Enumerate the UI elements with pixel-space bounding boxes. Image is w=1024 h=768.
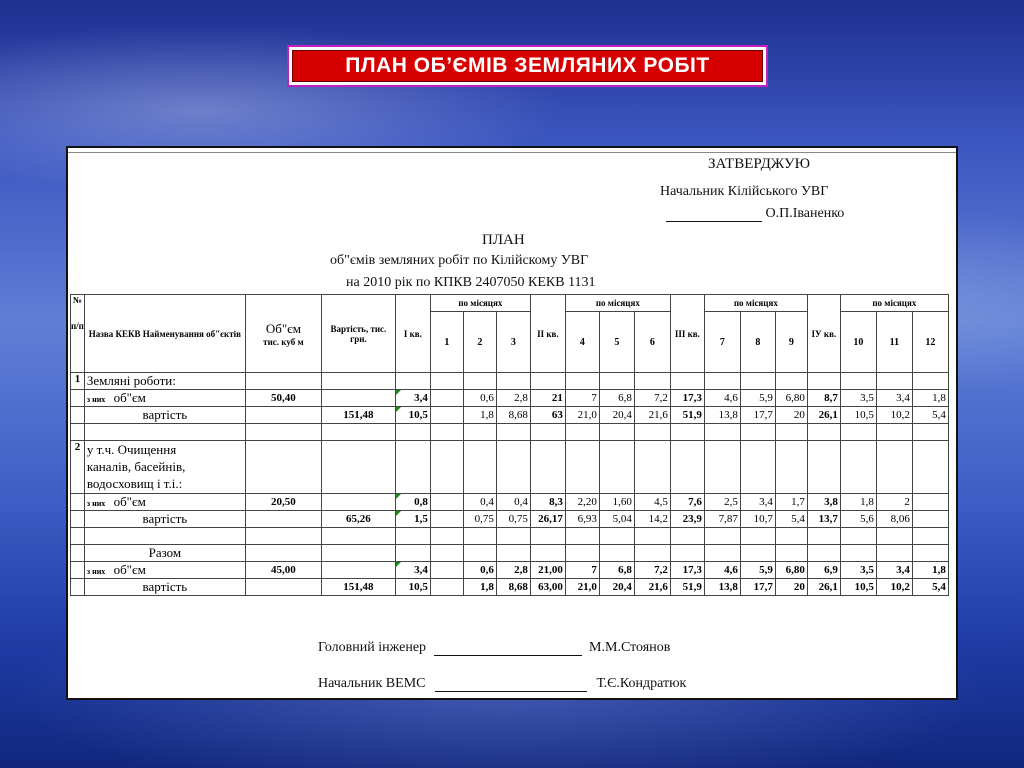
table-row xyxy=(71,545,949,562)
month-header: 8 xyxy=(740,312,775,373)
table-cell xyxy=(807,528,840,545)
month-header: 1 xyxy=(430,312,463,373)
head-title: Начальник ВЕМС xyxy=(318,676,426,691)
table-cell: 50,40 xyxy=(245,390,321,407)
table-cell xyxy=(245,373,321,390)
table-cell xyxy=(634,373,670,390)
table-cell xyxy=(245,511,321,528)
table-cell xyxy=(599,545,634,562)
head-signature xyxy=(318,676,686,692)
table-cell xyxy=(496,424,530,441)
table-cell: 7 xyxy=(565,562,599,579)
table-cell: 13,8 xyxy=(704,579,740,596)
table-cell xyxy=(840,424,876,441)
table-cell xyxy=(321,441,395,494)
table-cell xyxy=(807,373,840,390)
table-cell: 51,9 xyxy=(670,579,704,596)
table-cell: 21,6 xyxy=(634,579,670,596)
table-cell xyxy=(395,424,430,441)
table-cell xyxy=(84,424,245,441)
table-cell: 5,6 xyxy=(840,511,876,528)
table-cell xyxy=(876,528,912,545)
month-header: 6 xyxy=(634,312,670,373)
table-cell xyxy=(565,424,599,441)
table-cell: 0,4 xyxy=(463,494,496,511)
table-cell xyxy=(634,545,670,562)
table-cell xyxy=(599,528,634,545)
table-cell xyxy=(775,373,807,390)
table-cell xyxy=(430,390,463,407)
table-cell xyxy=(565,528,599,545)
table-cell: 21,00 xyxy=(530,562,565,579)
table-cell xyxy=(775,424,807,441)
table-header-row xyxy=(71,295,949,312)
cost-label: вартість xyxy=(84,407,245,424)
table-cell xyxy=(430,511,463,528)
table-cell xyxy=(71,424,85,441)
table-cell xyxy=(496,528,530,545)
table-cell: 26,17 xyxy=(530,511,565,528)
table-cell: 10,5 xyxy=(395,579,430,596)
table-cell xyxy=(530,373,565,390)
table-cell: 1,8 xyxy=(912,390,948,407)
table-cell: 8,3 xyxy=(530,494,565,511)
table-cell: 4,6 xyxy=(704,390,740,407)
table-cell: 3,4 xyxy=(876,562,912,579)
col-header-volume: Об"єм тис. куб м xyxy=(245,295,321,373)
month-header: 10 xyxy=(840,312,876,373)
table-cell xyxy=(71,545,85,562)
table-cell: 20,4 xyxy=(599,579,634,596)
month-header: 7 xyxy=(704,312,740,373)
table-cell: 7 xyxy=(565,390,599,407)
col-header-months-q1: по місяцях xyxy=(430,295,530,312)
table-cell: 7,2 xyxy=(634,390,670,407)
cost-label: вартість xyxy=(84,579,245,596)
table-cell xyxy=(807,441,840,494)
table-cell xyxy=(634,424,670,441)
table-cell: 17,3 xyxy=(670,562,704,579)
table-cell: 0,4 xyxy=(496,494,530,511)
table-cell xyxy=(912,511,948,528)
table-cell xyxy=(245,528,321,545)
table-cell xyxy=(321,528,395,545)
table-cell: 21,0 xyxy=(565,579,599,596)
table-cell xyxy=(463,373,496,390)
table-cell xyxy=(876,545,912,562)
table-cell xyxy=(740,441,775,494)
table-cell xyxy=(840,528,876,545)
table-cell: 10,5 xyxy=(840,407,876,424)
table-cell: 8,7 xyxy=(807,390,840,407)
table-cell: 10,2 xyxy=(876,407,912,424)
table-cell xyxy=(565,545,599,562)
table-cell xyxy=(395,373,430,390)
top-rule xyxy=(68,152,956,153)
table-cell: 20,50 xyxy=(245,494,321,511)
table-cell: 6,8 xyxy=(599,390,634,407)
table-cell: 7,2 xyxy=(634,562,670,579)
row-number: 2 xyxy=(71,441,85,494)
table-cell: 0,6 xyxy=(463,390,496,407)
table-cell: 2,20 xyxy=(565,494,599,511)
table-cell xyxy=(430,373,463,390)
month-header: 3 xyxy=(496,312,530,373)
table-row-spacer xyxy=(71,424,949,441)
table-cell: 0,75 xyxy=(496,511,530,528)
chief-engineer-signature xyxy=(318,640,670,656)
table-cell: 3,5 xyxy=(840,562,876,579)
table-cell xyxy=(775,441,807,494)
signature-line xyxy=(435,691,587,692)
col-header-cost: Вартість, тис. грн. xyxy=(321,295,395,373)
table-cell xyxy=(740,528,775,545)
plan-table xyxy=(70,294,949,596)
table-cell: 1,5 xyxy=(395,511,430,528)
table-cell xyxy=(840,545,876,562)
table-cell xyxy=(876,441,912,494)
table-cell xyxy=(807,424,840,441)
table-cell xyxy=(430,494,463,511)
table-cell xyxy=(245,545,321,562)
table-cell: 0,8 xyxy=(395,494,430,511)
table-cell: 10,7 xyxy=(740,511,775,528)
head-name: Т.Є.Кондратюк xyxy=(596,676,687,691)
table-cell xyxy=(395,545,430,562)
table-cell: 13,7 xyxy=(807,511,840,528)
table-cell: 1,8 xyxy=(840,494,876,511)
table-cell: 5,04 xyxy=(599,511,634,528)
table-cell: 2,5 xyxy=(704,494,740,511)
section-title: у т.ч. Очищення каналів, басейнів, водосховищ і т.і.: xyxy=(84,441,245,494)
table-cell xyxy=(321,373,395,390)
table-cell xyxy=(670,441,704,494)
table-cell: 17,7 xyxy=(740,579,775,596)
col-header-no: № п/п xyxy=(71,295,85,373)
plan-period: на 2010 рік по КПКВ 2407050 КЕКВ 1131 xyxy=(346,275,596,290)
table-cell xyxy=(530,528,565,545)
slide-title: ПЛАН ОБ’ЄМІВ ЗЕМЛЯНИХ РОБІТ xyxy=(292,50,763,82)
table-cell xyxy=(395,441,430,494)
table-cell xyxy=(599,424,634,441)
col-header-name: Назва КЕКВ Найменування об"єктів xyxy=(84,295,245,373)
table-row xyxy=(71,494,949,511)
table-cell: 21 xyxy=(530,390,565,407)
approve-signature-line xyxy=(666,221,762,222)
table-cell xyxy=(912,545,948,562)
table-cell xyxy=(704,373,740,390)
table-cell xyxy=(84,528,245,545)
table-cell xyxy=(740,373,775,390)
table-cell xyxy=(775,528,807,545)
table-cell: 26,1 xyxy=(807,579,840,596)
table-cell: 0,6 xyxy=(463,562,496,579)
table-row xyxy=(71,562,949,579)
table-cell xyxy=(463,441,496,494)
month-header: 5 xyxy=(599,312,634,373)
table-cell xyxy=(463,528,496,545)
table-cell: 1,8 xyxy=(463,407,496,424)
table-cell: 5,9 xyxy=(740,390,775,407)
table-cell: 45,00 xyxy=(245,562,321,579)
table-cell: 5,4 xyxy=(912,579,948,596)
chief-engineer-name: М.М.Стоянов xyxy=(589,640,671,655)
table-cell: 4,5 xyxy=(634,494,670,511)
month-header: 12 xyxy=(912,312,948,373)
table-cell: 13,8 xyxy=(704,407,740,424)
table-cell: 65,26 xyxy=(321,511,395,528)
table-cell: 1,8 xyxy=(463,579,496,596)
table-cell xyxy=(840,441,876,494)
table-row xyxy=(71,441,949,494)
table-cell xyxy=(704,441,740,494)
table-cell: 63 xyxy=(530,407,565,424)
table-cell xyxy=(670,528,704,545)
table-cell: 3,4 xyxy=(740,494,775,511)
table-cell xyxy=(740,424,775,441)
table-cell: 8,06 xyxy=(876,511,912,528)
table-cell: 1,8 xyxy=(912,562,948,579)
table-cell xyxy=(876,424,912,441)
table-cell xyxy=(71,390,85,407)
slide-title-box xyxy=(287,45,768,87)
table-cell: 63,00 xyxy=(530,579,565,596)
table-cell xyxy=(430,579,463,596)
table-cell xyxy=(71,562,85,579)
table-cell xyxy=(321,424,395,441)
table-cell xyxy=(876,373,912,390)
table-cell xyxy=(912,441,948,494)
table-cell xyxy=(912,494,948,511)
table-cell: 26,1 xyxy=(807,407,840,424)
table-cell: 0,75 xyxy=(463,511,496,528)
table-cell: 2,8 xyxy=(496,390,530,407)
table-cell xyxy=(430,424,463,441)
table-cell: 20 xyxy=(775,407,807,424)
table-cell xyxy=(565,373,599,390)
table-cell xyxy=(912,373,948,390)
table-cell xyxy=(71,579,85,596)
table-cell xyxy=(496,373,530,390)
row-number: 1 xyxy=(71,373,85,390)
table-cell xyxy=(430,407,463,424)
approve-name: О.П.Іваненко xyxy=(765,206,845,221)
table-cell: 3,8 xyxy=(807,494,840,511)
table-cell: 10,5 xyxy=(840,579,876,596)
col-header-months-q3: по місяцях xyxy=(704,295,807,312)
table-cell: 1,60 xyxy=(599,494,634,511)
table-cell: 6,9 xyxy=(807,562,840,579)
table-cell: 20,4 xyxy=(599,407,634,424)
table-cell xyxy=(912,528,948,545)
table-cell: 5,4 xyxy=(775,511,807,528)
table-cell xyxy=(912,424,948,441)
month-header: 2 xyxy=(463,312,496,373)
table-cell: 20 xyxy=(775,579,807,596)
table-cell xyxy=(670,545,704,562)
table-cell xyxy=(565,441,599,494)
table-cell: 14,2 xyxy=(634,511,670,528)
approve-signature xyxy=(666,206,844,222)
table-cell xyxy=(71,511,85,528)
table-row xyxy=(71,511,949,528)
table-cell: 23,9 xyxy=(670,511,704,528)
table-cell: 2 xyxy=(876,494,912,511)
table-cell xyxy=(807,545,840,562)
signature-line xyxy=(434,655,582,656)
table-row xyxy=(71,373,949,390)
table-cell xyxy=(704,545,740,562)
volume-label: з них об"єм xyxy=(84,390,245,407)
table-cell xyxy=(71,407,85,424)
chief-engineer-title: Головний інженер xyxy=(318,640,427,655)
cost-label: вартість xyxy=(84,511,245,528)
table-cell xyxy=(670,424,704,441)
approve-label: ЗАТВЕРДЖУЮ xyxy=(708,156,811,172)
table-cell: 7,6 xyxy=(670,494,704,511)
table-cell: 3,4 xyxy=(395,390,430,407)
document-sheet xyxy=(66,146,958,700)
table-row xyxy=(71,390,949,407)
table-cell: 8,68 xyxy=(496,579,530,596)
table-cell xyxy=(530,545,565,562)
table-cell xyxy=(530,441,565,494)
table-cell xyxy=(463,545,496,562)
approve-position: Начальник Кілійського УВГ xyxy=(660,184,829,199)
table-cell xyxy=(670,373,704,390)
table-cell xyxy=(430,528,463,545)
col-header-q3: ІІІ кв. xyxy=(670,295,704,373)
table-cell xyxy=(245,424,321,441)
table-cell: 51,9 xyxy=(670,407,704,424)
table-cell xyxy=(71,528,85,545)
table-row xyxy=(71,407,949,424)
table-cell xyxy=(775,545,807,562)
table-cell: 7,87 xyxy=(704,511,740,528)
table-cell xyxy=(599,441,634,494)
col-header-q1: І кв. xyxy=(395,295,430,373)
table-cell: 2,8 xyxy=(496,562,530,579)
table-cell: 6,80 xyxy=(775,562,807,579)
table-row xyxy=(71,579,949,596)
table-cell xyxy=(321,494,395,511)
table-cell xyxy=(704,528,740,545)
table-cell: 5,9 xyxy=(740,562,775,579)
table-cell xyxy=(245,441,321,494)
month-header: 4 xyxy=(565,312,599,373)
table-cell: 10,2 xyxy=(876,579,912,596)
table-cell xyxy=(430,545,463,562)
table-cell xyxy=(321,390,395,407)
table-cell xyxy=(245,579,321,596)
table-cell xyxy=(496,441,530,494)
table-cell: 8,68 xyxy=(496,407,530,424)
table-cell: 5,4 xyxy=(912,407,948,424)
volume-label: з них об"єм xyxy=(84,494,245,511)
table-cell: 17,7 xyxy=(740,407,775,424)
plan-title: ПЛАН xyxy=(482,232,525,248)
table-cell: 151,48 xyxy=(321,579,395,596)
table-cell xyxy=(245,407,321,424)
table-cell: 4,6 xyxy=(704,562,740,579)
table-cell: 3,4 xyxy=(876,390,912,407)
table-cell xyxy=(71,494,85,511)
section-title: Земляні роботи: xyxy=(84,373,245,390)
table-cell: 21,0 xyxy=(565,407,599,424)
table-cell xyxy=(321,545,395,562)
table-cell: 151,48 xyxy=(321,407,395,424)
table-cell: 3,4 xyxy=(395,562,430,579)
table-cell xyxy=(634,441,670,494)
table-cell: 3,5 xyxy=(840,390,876,407)
table-cell xyxy=(634,528,670,545)
table-cell xyxy=(740,545,775,562)
table-cell xyxy=(321,562,395,579)
col-header-q4: ІУ кв. xyxy=(807,295,840,373)
table-cell: 21,6 xyxy=(634,407,670,424)
table-cell xyxy=(395,528,430,545)
table-cell xyxy=(599,373,634,390)
table-cell: 10,5 xyxy=(395,407,430,424)
table-row-spacer xyxy=(71,528,949,545)
total-title: Разом xyxy=(84,545,245,562)
table-cell: 6,8 xyxy=(599,562,634,579)
table-cell xyxy=(463,424,496,441)
plan-subtitle: об"ємів земляних робіт по Кілійскому УВГ xyxy=(330,253,589,268)
table-cell xyxy=(430,562,463,579)
month-header: 11 xyxy=(876,312,912,373)
table-cell xyxy=(840,373,876,390)
month-header: 9 xyxy=(775,312,807,373)
volume-label: з них об"єм xyxy=(84,562,245,579)
col-header-q2: ІІ кв. xyxy=(530,295,565,373)
col-header-months-q4: по місяцях xyxy=(840,295,948,312)
table-cell xyxy=(496,545,530,562)
table-cell: 17,3 xyxy=(670,390,704,407)
table-cell: 6,80 xyxy=(775,390,807,407)
table-cell xyxy=(430,441,463,494)
table-cell xyxy=(530,424,565,441)
col-header-months-q2: по місяцях xyxy=(565,295,670,312)
table-cell: 1,7 xyxy=(775,494,807,511)
table-cell: 6,93 xyxy=(565,511,599,528)
table-cell xyxy=(704,424,740,441)
